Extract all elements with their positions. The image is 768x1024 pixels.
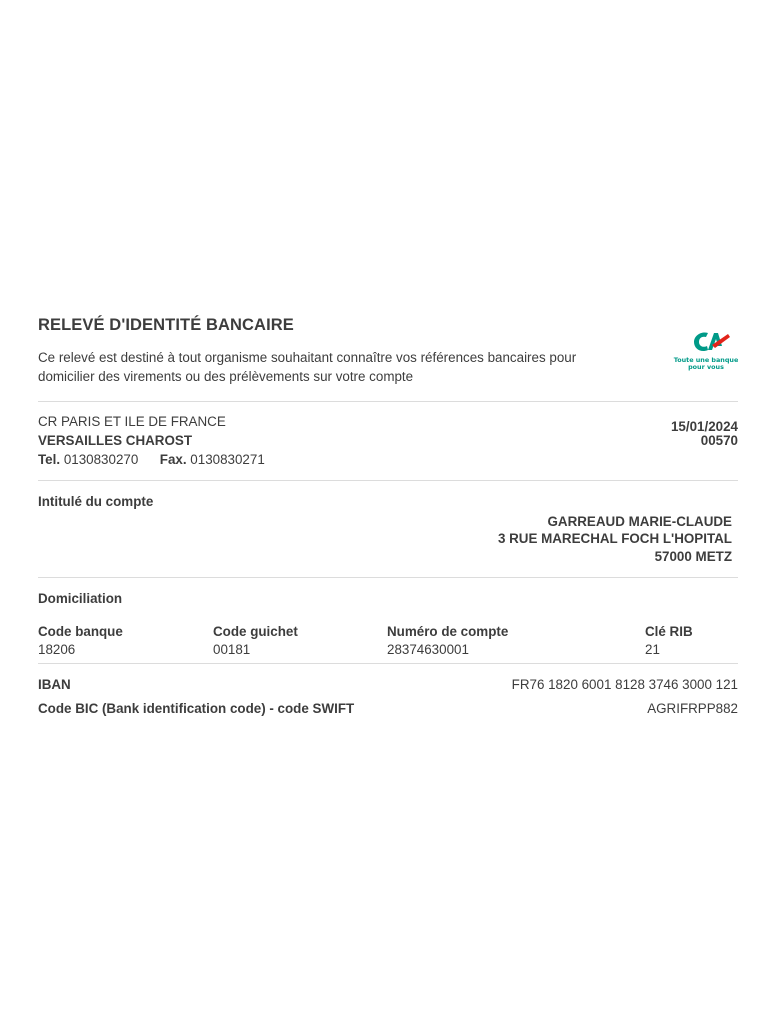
branch-code-header: Code guichet	[213, 624, 298, 639]
rib-key-value: 21	[645, 642, 660, 657]
tel-label: Tel.	[38, 452, 61, 467]
iban-value: FR76 1820 6001 8128 3746 3000 121	[511, 677, 738, 692]
domiciliation-label: Domiciliation	[38, 591, 123, 606]
intro-line-1: Ce relevé est destiné à tout organisme souhaitant connaître vos références bancaires pour	[38, 350, 577, 365]
divider	[38, 577, 738, 578]
bank-identity-statement	[38, 0, 738, 1024]
account-holder-label: Intitulé du compte	[38, 494, 154, 509]
intro-text	[38, 348, 658, 386]
divider	[38, 480, 738, 481]
account-number-header: Numéro de compte	[387, 624, 509, 639]
divider	[38, 401, 738, 402]
agency-code: 00570	[700, 433, 738, 448]
bank-code-header: Code banque	[38, 624, 123, 639]
fax-value: 0130830271	[190, 452, 265, 467]
account-holder-name: GARREAUD MARIE-CLAUDE	[547, 514, 732, 529]
tel-value: 0130830270	[63, 452, 139, 467]
rib-key-header: Clé RIB	[645, 624, 693, 639]
logo-tagline-2: pour vous	[688, 363, 724, 371]
branch-code-value: 00181	[213, 642, 251, 657]
fax-label: Fax.	[159, 452, 187, 467]
agency-phone-fax	[38, 451, 265, 469]
intro-line-2: domicilier des virements ou des prélèvements sur votre compte	[38, 369, 414, 384]
agency-branch: VERSAILLES CHAROST	[38, 433, 193, 448]
credit-agricole-logo	[672, 328, 740, 374]
logo-tagline-1: Toute une banque	[673, 356, 739, 364]
account-holder-address: 3 RUE MARECHAL FOCH L'HOPITAL	[497, 531, 732, 546]
bic-label: Code BIC (Bank identification code) - code SWIFT	[38, 701, 355, 716]
statement-date: 15/01/2024	[670, 419, 738, 434]
agency-name: CR PARIS ET ILE DE FRANCE	[38, 414, 226, 429]
bank-code-value: 18206	[38, 642, 76, 657]
divider	[38, 663, 738, 664]
bic-value: AGRIFRPP882	[647, 701, 738, 716]
iban-label: IBAN	[38, 677, 71, 692]
account-number-value: 28374630001	[387, 642, 469, 657]
document-title: RELEVÉ D'IDENTITÉ BANCAIRE	[38, 316, 294, 334]
account-holder-city: 57000 METZ	[654, 549, 732, 564]
